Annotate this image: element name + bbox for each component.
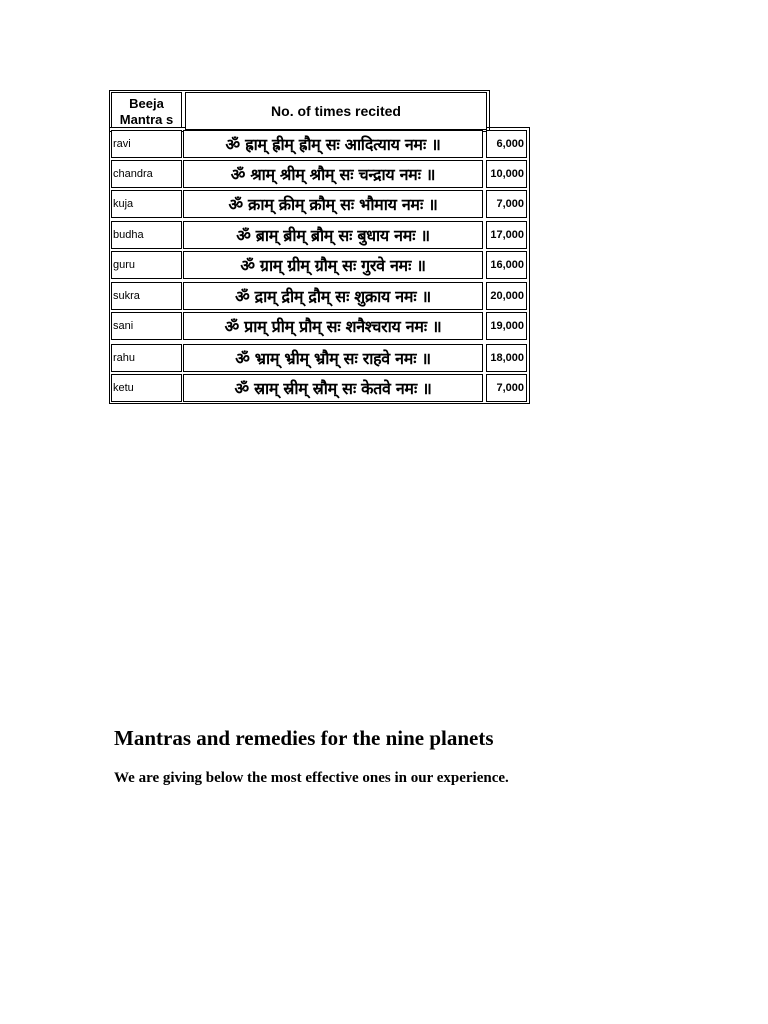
planet-name: kuja xyxy=(111,190,182,218)
recitation-count: 18,000 xyxy=(486,344,527,372)
recitation-count: 17,000 xyxy=(486,221,527,249)
recitation-count: 19,000 xyxy=(486,312,527,340)
planet-name: ravi xyxy=(111,130,182,158)
planet-name: guru xyxy=(111,251,182,279)
recitation-count: 10,000 xyxy=(486,160,527,188)
mantra-text: ॐ प्राम् प्रीम् प्रौम् सः शनैश्चराय नमः ॥ xyxy=(183,312,483,340)
recitation-count: 7,000 xyxy=(486,374,527,402)
mantra-text: ॐ श्राम् श्रीम् श्रौम् सः चन्द्राय नमः ॥ xyxy=(183,160,483,188)
recitation-count: 6,000 xyxy=(486,130,527,158)
planet-name: ketu xyxy=(111,374,182,402)
planet-name: sukra xyxy=(111,282,182,310)
mantra-text: ॐ स्राम् स्रीम् स्रौम् सः केतवे नमः ॥ xyxy=(183,374,483,402)
recitation-count: 20,000 xyxy=(486,282,527,310)
section-heading: Mantras and remedies for the nine planets xyxy=(114,726,494,750)
recitation-count: 7,000 xyxy=(486,190,527,218)
recitation-count: 16,000 xyxy=(486,251,527,279)
intro-text: We are giving below the most effective ones in our experience. xyxy=(114,770,509,786)
planet-name: sani xyxy=(111,312,182,340)
mantra-text: ॐ क्राम् क्रीम् क्रौम् सः भौमाय नमः ॥ xyxy=(183,190,483,218)
header-times-recited: No. of times recited xyxy=(185,92,487,130)
mantra-text: ॐ ग्राम् ग्रीम् ग्रौम् सः गुरवे नमः ॥ xyxy=(183,251,483,279)
planet-name: budha xyxy=(111,221,182,249)
mantra-text: ॐ ह्राम् ह्रीम् ह्रौम् सः आदित्याय नमः ॥ xyxy=(183,130,483,158)
mantra-text: ॐ भ्राम् भ्रीम् भ्रौम् सः राहवे नमः ॥ xyxy=(183,344,483,372)
planet-name: rahu xyxy=(111,344,182,372)
mantra-text: ॐ ब्राम् ब्रीम् ब्रौम् सः बुधाय नमः ॥ xyxy=(183,221,483,249)
mantra-text: ॐ द्राम् द्रीम् द्रौम् सः शुक्राय नमः ॥ xyxy=(183,282,483,310)
planet-name: chandra xyxy=(111,160,182,188)
header-beeja-mantras: Beeja Mantra s xyxy=(111,92,182,128)
